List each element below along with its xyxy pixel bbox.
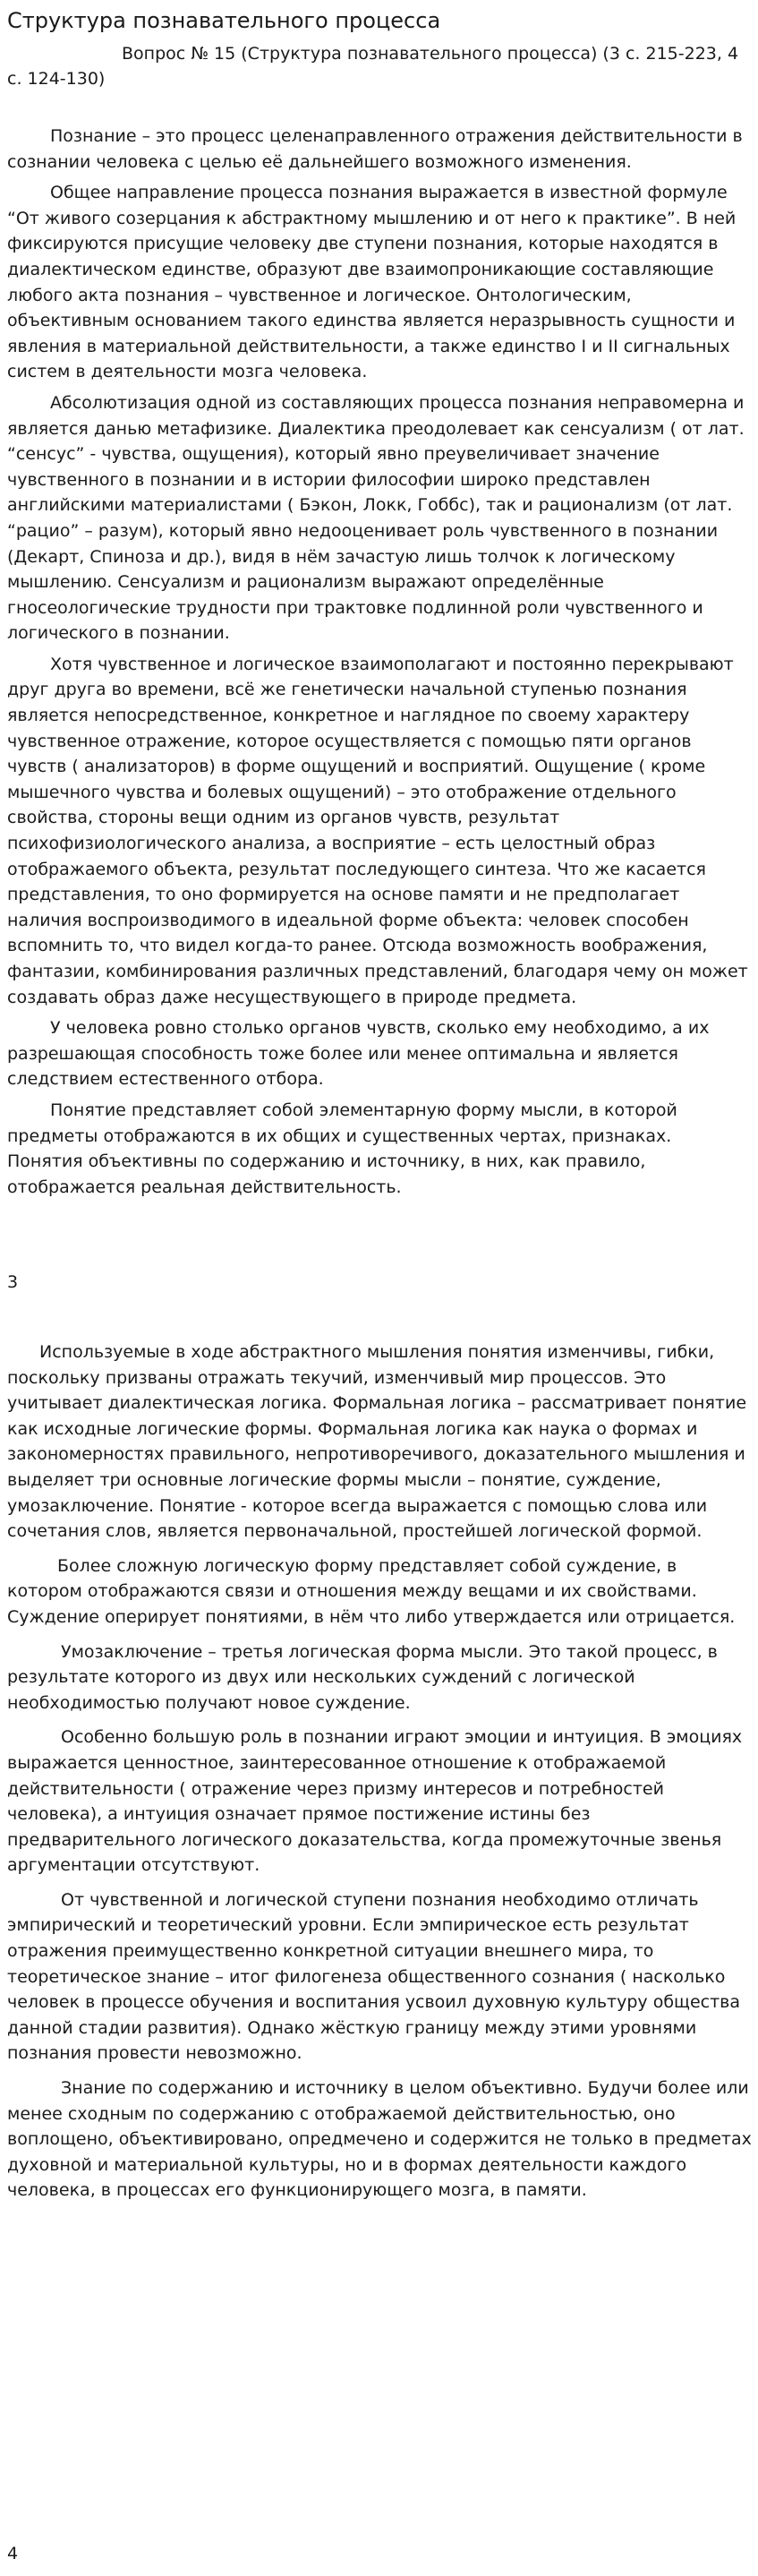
paragraph: У человека ровно столько органов чувств, сколько ему необходимо, а их разрешающая способность тоже более или менее оптимальна и является следствием естественного отбора. — [7, 1018, 710, 1090]
paragraph: Особенно большую роль в познании играют эмоции и интуиция. В эмоциях выражается ценностное, заинтересованное отношение к отображаемой действительности ( отражение через призму интересов и потребностей человека), а интуиция означает прямое постижение истины без предварительного логического доказательства, когда промежуточные звенья аргументации отсутствуют. — [7, 1727, 743, 1876]
page-1-body — [7, 124, 752, 1200]
document-page — [7, 5, 752, 2563]
paragraph: Познание – это процесс целенаправленного отражения действительности в сознании человека с целью её дальнейшего возможного изменения. — [7, 126, 743, 172]
paragraph: От чувственной и логической ступени познания необходимо отличать эмпирический и теоретический уровни. Если эмпирическое есть результат отражения преимущественно конкретной ситуации внешнего мира, то теоретическое знание – итог филогенеза общественного сознания ( насколько человек в процессе обучения и воспитания усвоил духовную культуру общества данной стадии развития). Однако жёсткую границу между этими уровнями познания провести невозможно. — [7, 1889, 740, 2064]
paragraph: Знание по содержанию и источнику в целом объективно. Будучи более или менее сходным по содержанию с отображаемой действительностью, оно воплощено, объективировано, опредмечено и содержится не только в предметах духовной и материальной культуры, но и в формах деятельности каждого человека, в процессах его функционирующего мозга, в памяти. — [7, 2078, 752, 2201]
page-2-body — [7, 1339, 752, 2204]
document-title: Структура познавательного процесса — [7, 8, 441, 33]
paragraph: Понятие представляет собой элементарную форму мысли, в которой предметы отображаются в их общих и существенных чертах, признаках. Понятия объективны по содержанию и источнику, в них, как правило, отображается реальная действительность. — [7, 1100, 677, 1197]
paragraph: Используемые в ходе абстрактного мышления понятия изменчивы, гибки, поскольку призваны отражать текучий, изменчивый мир процессов. Это учитывает диалектическая логика. Формальная логика – рассматривает понятие как исходные логические формы. Формальная логика как наука о формах и закономерностях правильного, непротиворечивого, доказательного мышления и выделяет три основные логические формы мысли – понятие, суждение, умозаключение. Понятие - которое всегда выражается с помощью слова или сочетания слов, является первоначальной, простейшей логической формой. — [7, 1342, 747, 1542]
paragraph: Умозаключение – третья логическая форма мысли. Это такой процесс, в результате которого из двух или нескольких суждений с логической необходимостью получают новое суждение. — [7, 1641, 718, 1713]
document-subtitle: Вопрос № 15 (Структура познавательного процесса) (3 с. 215-223, 4 с. 124-130) — [7, 44, 739, 89]
paragraph: Общее направление процесса познания выражается в известной формуле “От живого созерцания к абстрактному мышлению и от него к практике”. В ней фиксируются присущие человеку две ступени познания, которые находятся в диалектическом единстве, образуют две взаимопроникающие составляющие любого акта познания – чувственное и логическое. Онтологическим, объективным основанием такого единства является неразрывность сущности и явления в материальной действительности, а также единство I и II сигнальных систем в деятельности мозга человека. — [7, 183, 737, 382]
paragraph: Хотя чувственное и логическое взаимополагают и постоянно перекрывают друг друга во времени, всё же генетически начальной ступенью познания является непосредственное, конкретное и наглядное по своему характеру чувственное отражение, которое осуществляется с помощью пяти органов чувств ( анализаторов) в форме ощущений и восприятий. Ощущение ( кроме мышечного чувства и болевых ощущений) – это отображение отдельного свойства, стороны вещи одним из органов чувств, результат психофизиологического анализа, а восприятие – есть целостный образ отображаемого объекта, результат последующего синтеза. Что же касается представления, то оно формируется на основе памяти и не предполагает наличия воспроизводимого в идеальной форме объекта: человек способен вспомнить то, что видел когда-то ранее. Отсюда возможность воображения, фантазии, комбинирования различных представлений, благодаря чему он может создавать образ даже несуществующего в природе предмета. — [7, 654, 748, 1007]
page-number: 3 — [7, 1272, 19, 1292]
paragraph: Более сложную логическую форму представляет собой суждение, в котором отображаются связи и отношения между вещами и их свойствами. Суждение оперирует понятиями, в нём что либо утверждается или отрицается. — [7, 1555, 736, 1627]
page-number: 4 — [7, 2544, 19, 2563]
paragraph: Абсолютизация одной из составляющих процесса познания неправомерна и является данью метафизике. Диалектика преодолевает как сенсуализм ( от лат. “сенсус” - чувства, ощущения), который явно преувеличивает значение чувственного в познании и в истории философии широко представлен английскими материалистами ( Бэкон, Локк, Гоббс), так и рационализм (от лат. “рацио” – разум), который явно недооценивает роль чувственного в познании (Декарт, Спиноза и др.), видя в нём зачастую лишь толчок к логическому мышлению. Сенсуализм и рационализм выражают определённые гносеологические трудности при трактовке подлинной роли чувственного и логического в познании. — [7, 392, 745, 644]
